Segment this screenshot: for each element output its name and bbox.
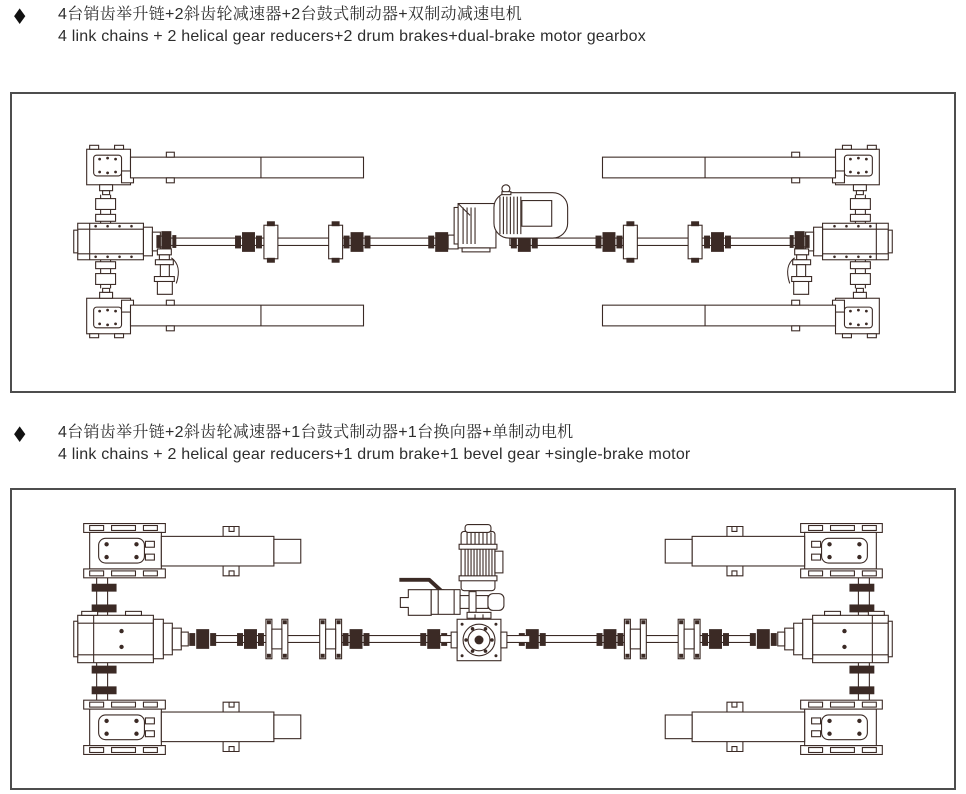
right-drive-assembly xyxy=(510,145,892,337)
section-2-title-en: 4 link chains + 2 helical gear reducers+1 drum brake+1 bevel gear +single-brake motor xyxy=(58,446,691,463)
diamond-bullet-icon: ◆ xyxy=(14,422,26,445)
figure-2-frame xyxy=(10,488,956,790)
figure-1-drawing xyxy=(12,94,954,391)
right-drive-assembly xyxy=(510,524,892,755)
brake-bracket xyxy=(400,590,431,616)
vertical-motor xyxy=(459,525,503,591)
section-1-heading xyxy=(14,4,646,48)
section-2-title-zh: 4台销齿举升链+2斜齿轮减速器+1台鼓式制动器+1台换向器+单制动电机 xyxy=(58,424,574,441)
bevel-gearbox xyxy=(451,619,507,660)
section-1-title-zh: 4台销齿举升链+2斜齿轮减速器+2台鼓式制动器+双制动减速电机 xyxy=(58,6,523,23)
section-1-titles xyxy=(58,4,646,48)
section-1-title-en: 4 link chains + 2 helical gear reducers+2 drum brakes+dual-brake motor gearbox xyxy=(58,28,646,45)
section-2-heading xyxy=(14,422,690,466)
left-drive-assembly xyxy=(74,524,456,755)
left-drive-assembly xyxy=(74,145,456,337)
diamond-bullet-icon: ◆ xyxy=(14,4,26,27)
drum-brake xyxy=(431,590,460,615)
figure-1-frame xyxy=(10,92,956,393)
figure-2-drawing xyxy=(12,490,954,788)
section-2-titles xyxy=(58,422,690,466)
